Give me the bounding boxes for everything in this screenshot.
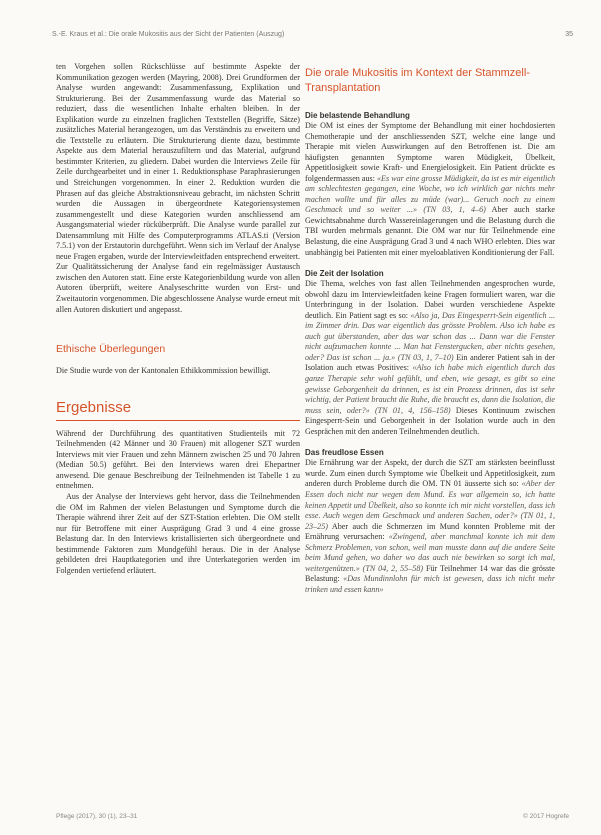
quote-isolation-2: «Also ich habe mich eigentlich durch das ganze Therapie sehr wohl gefühlt, und eben, wie gesagt, es gibt so eine gewisse Geborgenheit da drinnen, es ist ein Prozess drinnen, das ist sehr wichtig, der Patient braucht die Ruhe, die braucht es, dann die Isolation, die muss sein, oder?» (TN 01, 4, 156–158) bbox=[305, 363, 555, 415]
subheading-essen: Das freudlose Essen bbox=[305, 448, 384, 458]
ethics-heading: Ethische Überlegungen bbox=[56, 343, 166, 356]
behandlung-text: Die OM ist eines der Symptome der Behandlung mit einer hochdosierten Chemotherapie und der anschliessenden SZT, welche eine lange und Therapie mit vielen Auswirkungen auf den Betroffenen ist. Die am häufigsten genannten Symptome waren Müdigkeit, Übelkeit, Appetitlosigkeit sowie Kraft- und Energielosigkeit. Ein Patient drückte es folgendermassen aus: bbox=[305, 121, 555, 183]
essen-text: Die Ernährung war der Aspekt, der durch die SZT am stärksten beeinflusst wurde. Zum einen durch Symptome wie Übelkeit und Appetitlosigkeit, zum anderen durch Probleme durch die OM. TN 01 äusserte sich so: bbox=[305, 458, 555, 489]
paragraph-essen bbox=[305, 458, 555, 595]
running-header bbox=[52, 31, 573, 43]
page-number: 35 bbox=[565, 31, 573, 38]
ethics-paragraph: Die Studie wurde von der Kantonalen Ethikkommission bewilligt. bbox=[56, 366, 271, 376]
isolation-text-2: Ein anderer Patient sah in der Isolation auch etwas Positives: bbox=[305, 352, 555, 373]
results-heading-wrapper bbox=[56, 399, 300, 421]
section-title: Die orale Mukositis im Kontext der Stammzell-Transplantation bbox=[305, 67, 530, 94]
isolation-text: Die Thema, welches von fast allen Teilnehmenden angesprochen wurde, obwohl dazu im Interviewleitfaden keine Fragen formuliert waren, war die Unterbringung in der Isolation. Dabei wurden verschiedene Aspekte deutlich. Ein Patient sagt es so: bbox=[305, 279, 555, 320]
quote-essen-2: «Zwingend, aber manchmal konnte ich mit dem Schmerz Problemen, von schon, weil man musste dann auf die andere Seite beim Mund gehen, wo daher wo das auch nie bewirken so sorgt ich mal, weitergenützen.» (TN 04, 2, 55–58) bbox=[305, 532, 556, 573]
behandlung-text-2: Aber auch starke Gewichtsabnahme durch Wassereinlagerungen und die Belastung durch die TBI wurden mehrmals genannt. Die OM war nur für Teilnehmende eine Belastung, die eine Ausprägung Grad 3 und 4 nach WHO erlebten. Dies war unabhängig bei Patienten mit einer myeloablativen Konditionierung der Fall. bbox=[305, 205, 556, 257]
paragraph-behandlung bbox=[305, 121, 555, 258]
results-heading: Ergebnisse bbox=[56, 398, 132, 416]
quote-behandlung: «Es war eine grosse Müdigkeit, da ist es mir eigentlich am schlechtesten gegangen, eine Woche, wo ich wirklich gar nichts mehr machen wollte und für alles zu müde (war)... Geruch noch zu einem Geschmack und so weiter ...» (TN 03, 1, 4–6) bbox=[305, 173, 555, 215]
essen-text-2: Aber auch die Schmerzen im Mund konnten Probleme mit der Ernährung verursachen: bbox=[305, 521, 555, 542]
results-paragraph-1: Während der Durchführung des quantitativen Studienteils mit 72 Teilnehmenden (42 Männer und 30 Frauen) mit allogener SZT wurden Interviews mit vier Frauen und zehn Männern zwischen 25 und 70 Jahren (Median 50.5) geführt. Bei den Interviews waren drei Ehepartner anwesend. Die genaue Beschreibung der Teilnehmenden ist Tabelle 1 zu entnehmen. bbox=[56, 428, 300, 491]
subheading-belastende-behandlung: Die belastende Behandlung bbox=[305, 111, 410, 120]
left-column bbox=[56, 62, 300, 576]
methods-paragraph: ten Vorgehen sollen Rückschlüsse auf bestimmte Aspekte der Kommunikation gezogen werden (Mayring, 2008). Drei Grundformen der Analyse wurden angewandt: Zusammenfassung, Explikation und Strukturierung. Bei der Zusammenfassung wurde das Material so reduziert, dass die wesentlichen Inhalte erhalten bleiben. In der Explikation wurde zu einzelnen fraglichen Textstellen (Begriffe, Sätze) zusätzliches Material herangezogen, um das Verständnis zu erweitern und die Textstelle zu erläutern. Die Strukturierung diente dazu, bestimmte Aspekte aus dem Material herauszufiltern und das Material, aufgrund bestimmter Kriterien, zu gliedern. Dabei wurden die Interviews Zeile für Zeile durchgearbeitet und in einer 1. Reduktionsphase Paraphrasierungen und Streichungen vorgenommen. In einer 2. Reduktion wurden die Phrasen auf das gleiche Abstraktionsniveau gebracht, im nächsten Schritt wurden die Aussagen in übergeordnete Kategoriensystemen zusammengestellt und diese Kategorien wurden anschliessend am Ausgangsmaterial wieder rücküberprüft. Die Analyse wurde parallel zur Datensammlung mit Hilfe des Computerprogramms ATLAS.ti (Version 7.5.1) von der Erstautorin durchgeführt. Wenn sich im Verlauf der Analyse neue Fragen ergaben, wurde der Interviewleitfaden entsprechend erweitert. Zur Qualitätssicherung der Analyse fand ein regelmässiger Austausch zwischen den Autoren statt. Eine erste Kategorienbildung wurde von allen Autoren überprüft, weitere Analyseschritte wurden von Erst- und Zweitautorin vorgenommen. Die abgeschlossene Analyse wurde erneut mit allen Autoren diskutiert und angepasst. bbox=[56, 62, 300, 314]
quote-essen-1: «Aber der Essen doch nicht nur wegen dem Mund. Es war allgemein so, ich hatte keinen Appetit und Übelkeit, also so konnte ich mir nicht vorstellen, dass ich esse. Auch wegen dem Geschmack und anderen Sachen, oder?» (TN 01, 1, 23–25) bbox=[305, 479, 556, 531]
right-column bbox=[305, 62, 555, 595]
journal-citation: Pflege (2017), 30 (1), 23–31 bbox=[56, 813, 138, 820]
copyright: © 2017 Hogrefe bbox=[523, 813, 569, 820]
subheading-isolation: Die Zeit der Isolation bbox=[305, 269, 384, 279]
isolation-text-3: Dieses Kontinuum zwischen Eingesperrt-Sein und Geborgenheit in der Isolation wurde auch in den Gesprächen mit den anderen Teilnehmenden deutlich. bbox=[305, 405, 555, 436]
results-paragraph-2: Aus der Analyse der Interviews geht hervor, dass die Teilnehmenden die OM im Rahmen der vielen Belastungen und Symptome durch die Therapie während ihrer Zeit auf der SZT-Station erlebten. Die OM stellt nur für Betroffene mit einer Ausprägung Grad 3 und 4 eine grosse Belastung dar. In den Interviews kristallisierten sich übergeordnete und bestimmende Faktoren zum Mundgefühl heraus. Die in der Analyse gebildeten drei Hauptkategorien und ihre Unterkategorien werden im Folgenden vertiefend erläutert. bbox=[56, 491, 300, 575]
quote-essen-3: «Das Mundinnlohn für mich ist gewesen, dass ich nicht mehr trinken und essen kann» bbox=[305, 574, 555, 594]
essen-text-3: Für Teilnehmer 14 war das die grösste Belastung: bbox=[305, 563, 556, 584]
quote-isolation-1: «Also ja, Das Eingesperrt-Sein eigentlich ... im Zimmer drin. Das war eigentlich das grösste Problem. Also ich habe es auch gut überstanden, aber das war schon das ... Dann war die Fenster nicht aufzumachen konnte ... Man hat Fenstergucken, aber nichts gesehen, oder? Das ist schon ... ja.» (TN 03, 1, 7–10) bbox=[305, 310, 556, 362]
paragraph-isolation bbox=[305, 279, 555, 437]
page-footer bbox=[56, 813, 569, 820]
running-header-text: S.-E. Kraus et al.: Die orale Mukositis aus der Sicht der Patienten (Auszug) bbox=[52, 31, 285, 38]
